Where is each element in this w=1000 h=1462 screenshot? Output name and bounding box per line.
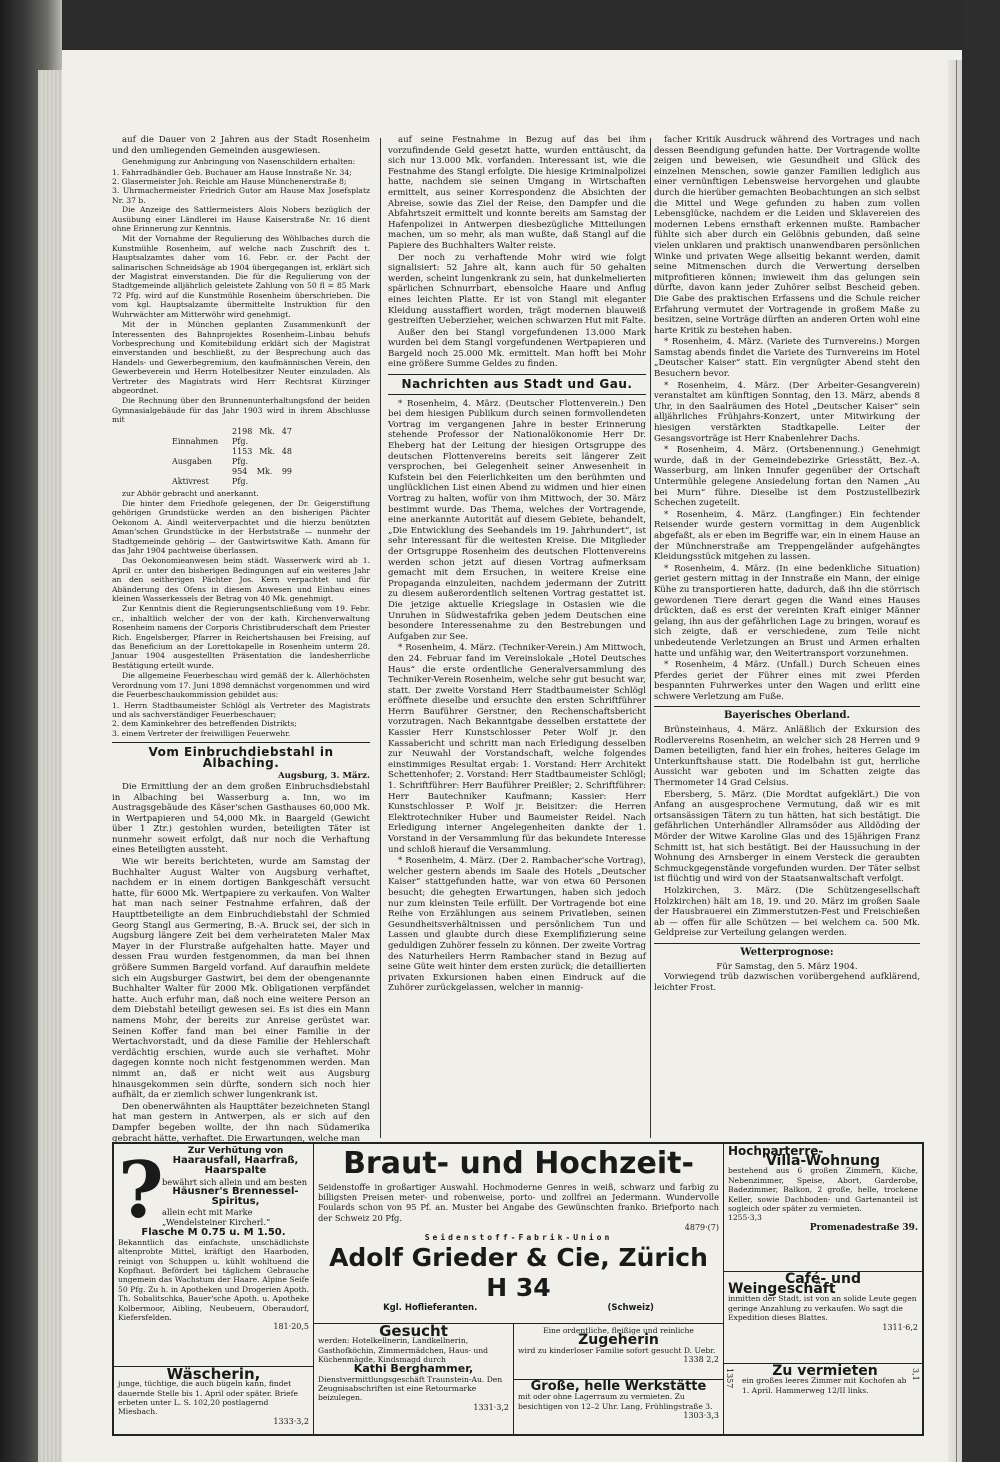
paragraph: zur Abhör gebracht und anerkannt. bbox=[122, 488, 259, 498]
company-name: Adolf Grieder & Cie, Zürich H 34 bbox=[329, 1243, 708, 1303]
paragraph: * Rosenheim, 4. März. (Der Arbeiter-Gesangverein) veranstaltet am künftigen Sonntag, den 13. März, abends 8 Uhr, in den Saalräumen des Hotel „Deutscher Kaiser“ sein alljährliches Frühjahrs-Konzert, unter Mitwirkung der hiesigen verstärkten Stadtkapelle. Leiter der Gesangsvorträge ist Herr Knabenlehrer Dachs. bbox=[654, 380, 920, 444]
weather-heading: Wetterprognose: bbox=[740, 946, 834, 958]
intro-text: auf die Dauer von 2 Jahren aus der Stadt Rosenheim und den umliegenden Gemeinden ausgewiesen. bbox=[112, 135, 370, 156]
ad-title: Zugeherin bbox=[578, 1332, 659, 1349]
signs-heading: Genehmigung zur Anbringung von Nasenschildern erhalten: bbox=[122, 157, 356, 167]
table-label: Aktivrest bbox=[172, 476, 209, 486]
paragraph: Die allgemeine Feuerbeschau wird gemäß der k. Allerhöchsten Verordnung vom 17. Juni 1898 demnächst vorgenommen und wird die Feuerbeschaukommission gebildet aus: bbox=[112, 671, 370, 700]
question-mark-icon: ? bbox=[118, 1145, 164, 1236]
paragraph: Die hinter dem Friedhofe gelegenen, der Dr. Geigerstiftung gehörigen Grundstücke werden an den bisherigen Pächter Oekonom A. Aindl weiterverpachtet und die hierzu benützten Aman'schen Grundstücke in der Herbststraße — nunmehr der Stadtgemeinde gehörig — der Gastwirtswitwe Kath. Amann für das Jahr 1904 pachtweise überlassen. bbox=[112, 498, 370, 555]
ad-title: Große, helle Werkstätte bbox=[530, 1379, 707, 1394]
agent-name: Kathi Berghammer, bbox=[353, 1362, 474, 1376]
ad-title: Zu vermieten bbox=[772, 1363, 878, 1379]
paragraph: Mit der in München geplanten Zusammenkunft der Interessenten des Bahnprojektes Rosenheim–Linbau behufs Vorbesprechung und Komitebildung erklärt sich der Magistrat einverstanden und beschließt, zu der Besprechung auch das Handels- und Gewerbegremium, den kaufmännischen Verein, den Gewerbeverein und Herrn Hotelbesitzer Neuter einzuladen. Als Vertreter des Magistrats wird Herr Rechtsrat Kürzinger abgeordnet. bbox=[112, 320, 370, 395]
ad-code: 4879·(7) bbox=[684, 1222, 719, 1232]
divider bbox=[654, 943, 920, 944]
paragraph: Die Ermittlung der an dem großen Einbruchsdiebstahl in Albaching bei Wasserburg a. Inn, wo im Austragsgebäude des Käser'schen Gasthauses 60,000 Mk. in Wertpapieren und 54,000 Mk. in Baargeld (Gewicht über 1 Ztr.) gestohlen wurden, beteiligten Täter ist nunmehr soweit erfolgt, daß nur noch die Verhaftung eines Beteiligten aussteht. bbox=[112, 781, 370, 856]
section-heading: Nachrichten aus Stadt und Gau. bbox=[401, 377, 633, 392]
ad-washerwoman bbox=[114, 1366, 314, 1434]
article-heading: Vom Einbruchdiebstahl in Albaching. bbox=[148, 745, 334, 770]
paragraph: Der noch zu verhaftende Mohr wird wie folgt signalisiert: 52 Jahre alt, kann auch für 50 gehalten werden, scheint lungenkrank zu sein, hat dunkelmelierten spärlichen Schnurrbart, ebensolche Haare und Anflug eines leichten Platte. Er ist von Stangl mit eleganter Kleidung ausstaffiert worden, trägt modernen blauweiß gestreiften Ueberzieher, weichen schwarzen Hut mit Falte. bbox=[388, 252, 646, 327]
paragraph: Zur Kenntnis dient die Regierungsentschließung vom 19. Febr. cr., inhaltlich welcher der von der kath. Kirchenverwaltung Rosenheim namens der Corporis Christibruderschaft dem Priester Rich. Engelsberger, Pfarrer in Reichertshausen bei Freising, auf das Beneficium an der Lorettokapelle in Rosenheim unterm 28. Januar 1904 ausgestellten Präsentation die landesherrliche Bestätigung erteilt wurde. bbox=[112, 604, 370, 670]
table-row bbox=[172, 447, 370, 467]
ad-title: Braut- und Hochzeit- bbox=[343, 1146, 694, 1181]
paragraph: * Rosenheim, 4. März. (In eine bedenkliche Situation) geriet gestern mittag in der Innstraße ein Mann, der einige Kühe zu transportieren hatte, dadurch, daß ihn die störrisch gewordenen Tiere derart gegen die Wand eines Hauses drückten, daß es erst der vereinten Kraft einiger Männer gelang, ihn aus der gefährlichen Lage zu bringen, worauf es sich zeigte, daß er verschiedene, zum Teile nicht unbedeutende Verletzungen an Brust und Armen erhalten hatte und unfähig war, den Weitertransport vorzunehmen. bbox=[654, 563, 920, 659]
table-value: 954 Mk. 99 Pfg. bbox=[232, 466, 292, 486]
ad-title: Gesucht bbox=[379, 1322, 448, 1340]
ad-code: 1338 2,2 bbox=[683, 1355, 719, 1365]
ad-text: ein großes leeres Zimmer mit Kochofen ab 1. April. Hammerweg 12/II links. bbox=[742, 1376, 907, 1395]
ad-text: mit oder ohne Lagerraum zu vermieten. Zu besichtigen von 12–2 Uhr. Lang, Frühlingstraße 3. bbox=[518, 1392, 713, 1411]
ad-text: bestehend aus 6 großen Zimmern, Küche, Nebenzimmer, Speise, Abort, Garderobe, Badezimmer, Balkon, 2 große, helle, trockene Keller, sowie Dachboden- und Gartenanteil ist sogleich oder später zu vermieten. bbox=[728, 1166, 918, 1214]
ad-title: Haarspalte bbox=[204, 1165, 267, 1177]
list-item: 2. Glasermeister Joh. Reichle am Hause Münchenerstraße 8; bbox=[112, 177, 347, 186]
ad-code: 1255·3,3 bbox=[728, 1213, 762, 1223]
ad-text: werden: Hotelkellnerin, Landkellnerin, Gasthofköchin, Zimmermädchen, Haus- und Küchenmägde, Kindsmagd durch bbox=[318, 1336, 489, 1365]
ad-title: Zur Verhütung von bbox=[187, 1146, 284, 1156]
ad-code: 1333·3,2 bbox=[273, 1416, 309, 1426]
commission-list bbox=[112, 701, 370, 739]
list-item: 3. Uhrmachermeister Friedrich Gutor am Hause Max Josefsplatz Nr. 37 b. bbox=[112, 186, 370, 205]
paragraph: Ebersberg, 5. März. (Die Mordtat aufgeklärt.) Die von Anfang an ausgesprochene Vermutung, daß wir es mit ortsansässigen Tätern zu tun hätten, hat sich bestätigt. Die gefährlichen Unterhändler Allramsöder aus Alldöding der Mörder der Witwe Karoline Glas und des 15jährigen Franz Schmitt ist, hat sich bestätigt. Bei der Haussuchung in der Wohnung des Arnsberger in einem Versteck die geraubten Schmuckgegenstände vorgefunden wurden. Der Täter selbst ist flüchtig und wird von der Staatsanwaltschaft verfolgt. bbox=[654, 789, 920, 885]
list-item: 1. Herrn Stadtbaumeister Schlögl als Vertreter des Magistrats und als sachverständiger Feuerbeschauer; bbox=[112, 700, 370, 719]
ad-bridal-silk bbox=[314, 1144, 724, 1324]
ad-text: Dienstvermittlungsgeschäft Traunstein-Au. Den Zeugnisabschriften ist eine Retourmarke beizulegen. bbox=[318, 1374, 503, 1403]
list-item: 1. Fahrradhändler Geb. Buchauer am Hause Innstraße Nr. 34; bbox=[112, 167, 352, 177]
ad-text: Bekanntlich das einfachste, unschädlichste altenprobte Mittel, kräftigt den Haarboden, reinigt von Schuppen u. kühlt wohltuend die Kopfhaut. Befördert bei täglichem Gebrauche ungemein das Wachstum der Haare. Alpine Seife 50 Pfg. Zu h. in Apotheken und Drogerien Apoth. Th. Sobalitschka, Bauer'sche Apoth. u. Apotheke Kolbermoor, Aibling, Neubeuern, Oberaudorf, Kiefersfelden. bbox=[118, 1237, 309, 1323]
ad-title: Weingeschäft bbox=[728, 1281, 836, 1298]
country-label: (Schweiz) bbox=[607, 1303, 654, 1314]
ad-text: wird zu kinderloser Familie sofort gesucht D. Uebr. bbox=[518, 1345, 716, 1355]
section-heading: Bayerisches Oberland. bbox=[724, 710, 850, 722]
side-number: 3,1 bbox=[911, 1368, 920, 1381]
newspaper-page bbox=[62, 50, 962, 1462]
paragraph: * Rosenheim, 4. März. (Variete des Turnvereins.) Morgen Samstag abends findet die Variete des Turnvereins im Hotel „Deutscher Kaiser“ statt. Ein vergnügter Abend steht den Besuchern bevor. bbox=[654, 337, 920, 380]
ad-text: bewährt sich allein und am besten bbox=[162, 1176, 308, 1187]
ad-code: 1311·6,2 bbox=[882, 1322, 918, 1332]
scan-line bbox=[956, 60, 957, 1462]
paragraph: Brünsteinhaus, 4. März. Anläßlich der Exkursion des Rodlervereins Rosenheim, an welcher sich 28 Herren und 9 Damen beteiligten, fand hier ein frohes, heiteres Gelage im Unterkunftshause statt. Die Rodelbahn ist gut, herrliche Aussicht war geboten und im Schatten zeigte das Thermometer 14 Grad Celsius. bbox=[654, 725, 920, 789]
paragraph: Wie wir bereits berichteten, wurde am Samstag der Buchhalter August Walter von Augsburg verhaftet, nachdem er in einem dortigen Bankgeschäft versucht hatte, für 6000 Mk. Wertpapiere zu verkaufen. Von Walter hat man nach seiner Festnahme erfahren, daß der Haupttbeteiligte an dem Einbruchdiebstahl der Schmied Georg Stangl aus Germering, B.-A. Bruck sei, der sich in Augsburg längere Zeit bei dem verheirateten Maler Max Mayer in der Flurstraße aufgehalten hatte. Mayer und dessen Frau wurden festgenommen, da man bei ihnen größere Summen Bargeld vorfand. Auf daraufhin meldete sich ein Augsburger Gastwirt, bei dem der obengenannte Buchhalter Walter für 2000 Mk. Obligationen verpfändet hatte. Auch erfuhr man, daß noch eine weitere Person an dem Diebstahl beteiligt gewesen sei. Es ist dies ein Mann namens Mohr, der bereits zur Anreise gerüstet war. Seinen Koffer fand man bei einer Familie in der Wertachvorstadt, und da diese Familie der Hehlerschaft verdächtig erschien, wurde auch sie verhaftet. Mohr dagegen konnte noch nicht festgenommen werden. Man nimmt an, daß er nicht weit aus Augsburg hinausgekommen sein dürfte, sondern sich noch hier aufhält, da er ziemlich schwer lungenkrank ist. bbox=[112, 857, 370, 1101]
ad-code: 181·20,5 bbox=[273, 1322, 309, 1332]
paragraph: * Rosenheim, 4. März. (Techniker-Verein.) Am Mittwoch, den 24. Februar fand im Vereinslokale „Hotel Deutsches Haus“ die erste ordentliche Generalversammlung des Techniker-Verein Rosenheim, welche sehr gut besucht war, statt. Der zweite Vorstand Herr Stadtbaumeister Schlögl eröffnete dieselbe und ersuchte den ersten Schriftführer Herrn Bauführer Gerstner, den Rechenschaftsbericht vorzutragen. Nach Bekanntgabe desselben erstattete der Kassier Herr Kunstschlosser Peter Wolf jr. den Kassabericht und schritt man nach Erledigung desselben zur Neuwahl der Vorstandschaft, welche folgendes einstimmiges Resultat ergab: 1. Vorstand: Herr Architekt Schettenhofer; 2. Vorstand: Herr Stadtbaumeister Schlögl; 1. Schriftführer: Herr Bauführer Preißler; 2. Schriftführer: Herr Bautechniker Kaufmann; Kassier: Herr Kunstschlosser P. Wolf jr. Beisitzer: die Herren Elektrotechniker Huber und Baumeister Reidel. Nach Erledigung interner Angelegenheiten dankte der 1. Vorstand in der Versammlung für das bekundete Interesse und schloß hierauf die Versammlung. bbox=[388, 643, 646, 855]
paragraph: Die Rechnung über den Brunnenunterhaltungsfond der beiden Gymnasialgebäude für das Jahr 1903 wird in ihrem Abschlusse mit bbox=[112, 396, 370, 425]
signs-list bbox=[112, 168, 370, 206]
purveyor-label: Kgl. Hoflieferanten. bbox=[383, 1303, 478, 1314]
page-right-margin bbox=[948, 60, 962, 1462]
union-name: Seidenstoff-Fabrik-Union bbox=[424, 1233, 613, 1243]
ad-text: Seidenstoffe in großartiger Auswahl. Hochmoderne Genres in weiß, schwarz und farbig zu billigsten Preisen meter- und robenweise, porto- und zollfrei an Jedermann. Wundervolle Foulards schon von 95 Pf. an. Muster bei Angabe des Gewünschten franko. Briefporto nach der Schweiz 20 Pfg. bbox=[318, 1182, 719, 1223]
ad-title: Villa-Wohnung bbox=[765, 1153, 881, 1170]
ad-wanted-staff bbox=[314, 1324, 514, 1434]
list-item: 3. einem Vertreter der freiwilligen Feuerwehr. bbox=[112, 728, 291, 738]
paragraph: auf seine Festnahme in Bezug auf das bei ihm vorzufindende Geld gesetzt hatte, wurden enttäuscht, da sich nur 13.000 Mk. vorfanden. Interessant ist, wie die Festnahme des Stangl erfolgte. Die hiesige Kriminalpolizei hatte, nachdem sie seinen Umgang in Wirtschaften ermittelt, aus seiner Korrespondenz die Absichten der Abreise, sowie das Ziel der Reise, den Dampfer und die Abfahrtszeit ermittelt und konnte bereits am Samstag der Hafenpolizei in Antwerpen diesbezügliche Mitteilungen machen, um so mehr, als man wußte, daß Stangl auf die Papiere des Buchhalters Walter reiste. bbox=[388, 135, 646, 251]
paragraph: * Rosenheim, 4. März. (Langfinger.) Ein fechtender Reisender wurde gestern vormittag in dem Augenblick abgefaßt, als er eben im Begriffe war, ein in einem Hause an der Münchnerstraße am Treppengeländer aufgehängtes Kleidungsstück mitgehen zu lassen. bbox=[654, 509, 920, 563]
account-table bbox=[172, 427, 370, 487]
ad-address: Promenadestraße 39. bbox=[809, 1222, 918, 1233]
scan-background-right bbox=[962, 0, 1000, 1462]
column-3 bbox=[654, 135, 920, 994]
list-item: 2. dem Kaminkehrer des betreffenden Distrikts; bbox=[112, 719, 297, 729]
ad-room-rent bbox=[724, 1364, 922, 1434]
ad-title: Wäscherin, bbox=[166, 1365, 261, 1383]
ad-title: Haarausfall, Haarfraß, bbox=[172, 1155, 299, 1167]
ad-text: inmitten der Stadt, ist von an solide Leute gegen geringe Anzahlung zu verkaufen. Wo sagt die Expedition dieses Blattes. bbox=[728, 1294, 917, 1323]
paragraph: * Rosenheim, 4. März. (Deutscher Flottenverein.) Den bei dem hiesigen Publikum durch seinen formvollendeten Vortrag im vergangenen Jahre in bester Erinnerung stehende Professor der Nationalökonomie Herr Dr. Eheberg hat der Leitung der hiesigen Ortsgruppe des deutschen Flottenvereins bereits seit längerer Zeit versprochen, bei Gelegenheit seiner Anwesenheit in Kufstein bei den Feierlichkeiten um den berühmten und unglücklichen List einen Abend zu widmen und hier einen Vortrag zu halten, wofür von ihm Mittwoch, der 30. März bestimmt wurde. Das Thema, welches der Vortragende, eine anerkannte Autorität auf diesem Gebiete, behandelt, „Die Entwicklung des Seehandels im 19. Jahrhundert“, ist sehr interessant für die weitesten Kreise. Die Mitglieder der Ortsgruppe Rosenheim des deutschen Flottenvereins werden schon jetzt auf diesen Vortrag aufmerksam gemacht mit dem Ersuchen, in weitere Kreise eine Propaganda einzuleiten, nachdem jedermann der Zutritt zu diesem außerordentlich seltenen Vortrag gestattet ist. Die jetzige aktuelle Kriegslage in Ostasien wie die Unruhen in Südwestafrika geben jedem Deutschen eine besondere Interessenahme zu den Bestrebungen und Aufgaben zur See. bbox=[388, 398, 646, 642]
paragraph: Das Oekonomieanwesen beim städt. Wasserwerk wird ab 1. April cr. unter den bisherigen Bedingungen auf ein weiteres Jahr an den seitherigen Pächter Jos. Kern verpachtet und für Abänderung des Ofens in diesem Anwesen und Einbau eines kleinen Wasserkessels der Betrag von 40 Mk. genehmigt. bbox=[112, 556, 370, 604]
product-name: Häusner's Brennessel-Spiritus, bbox=[172, 1185, 299, 1208]
weather-date: Für Samstag, den 5. März 1904. bbox=[716, 961, 858, 972]
divider bbox=[388, 374, 646, 375]
divider bbox=[654, 706, 920, 707]
ad-text: allein echt mit Marke „Wendelsteiner Kircherl.“ bbox=[162, 1207, 271, 1228]
ad-villa-apartment bbox=[724, 1144, 922, 1272]
ad-title: Café- und bbox=[785, 1271, 861, 1287]
weather-forecast: Vorwiegend trüb dazwischen vorübergehend aufklärend, leichter Frost. bbox=[654, 972, 920, 993]
divider bbox=[388, 394, 646, 395]
column-1 bbox=[112, 135, 370, 1145]
ad-text: junge, tüchtige, die auch bügeln kann, findet dauernde Stelle bis 1. April oder später. Briefe erbeten unter L. S. 102,20 postlagernd Miesbach. bbox=[118, 1379, 298, 1417]
ad-workshop bbox=[514, 1380, 724, 1434]
ad-text: Eine ordentliche, fleißige und reinliche bbox=[543, 1326, 694, 1335]
table-row bbox=[172, 467, 370, 487]
ad-cafe bbox=[724, 1272, 922, 1364]
table-row bbox=[172, 427, 370, 447]
table-label: Einnahmen bbox=[172, 436, 219, 446]
paragraph: * Rosenheim, 4. März. (Der 2. Rambacher'sche Vortrag), welcher gestern abends im Saale des Hotels „Deutscher Kaiser“ stattgefunden hatte, war von etwa 60 Personen besucht; die gehegten Erwartungen, haben sich jedoch nur zum kleinsten Teile erfüllt. Der Vortragende bot eine Reihe von Erzählungen aus seinem Privatleben, seinen Gesundheitsverhältnissen und persönlichem Tun und Lassen und glaubte durch diese Exemplifizierung seine geduldigen Zuhörer fesseln zu können. Der zweite Vortrag des Naturheilers Herrn Rambacher stand in Bezug auf seine Güte weit hinter dem ersten zurück; die detaillierten privaten Exkursionen haben einen Eindruck auf die Zuhörer zurückgelassen, welcher in mannig- bbox=[388, 856, 646, 994]
paragraph: Holzkirchen, 3. März. (Die Schützengesellschaft Holzkirchen) hält am 18, 19. und 20. März im großen Saale der Hausbrauerei ein Zimmerstutzen-Fest und Freischießen ab — offen für alle Schützen — bei welchem ca. 500 Mk. Geldpreise zur Verteilung gelangen werden. bbox=[654, 885, 920, 939]
ad-hair-tonic bbox=[114, 1144, 314, 1366]
dateline: Augsburg, 3. März. bbox=[278, 771, 370, 782]
paragraph: * Rosenheim, 4 März. (Unfall.) Durch Scheuen eines Pferdes geriet der Führer eines mit zwei Pferden bespannten Fuhrwerkes unter den Wagen und erlitt eine schwere Verletzung am Fuße. bbox=[654, 660, 920, 702]
ad-helper bbox=[514, 1324, 724, 1380]
paragraph: facher Kritik Ausdruck während des Vortrages und nach dessen Beendigung gefunden hatte. Der Vortragende wollte zeigen und beweisen, wie Gesundheit und Glück des einzelnen Menschen, sowie ganzer Familien lediglich aus einer vernünftigen Lebensweise hervorgehen und glaubte durch die hierüber gemachten Beobachtungen an sich selbst die Mittel und Wege gefunden zu haben zum vollen Lebensglücke, nachdem er die Leiden und Sklavereien des modernen Lebens ernsthaft erkennen mußte. Rambacher fühlte sich aber durch ein Gelöbnis gebunden, daß seine vielen unklaren und praktisch unanwendbaren persönlichen Winke und privaten Wege allseitig bekannt werden, damit seine Mitmenschen durch die Verwertung derselben mitprofitieren können; inwieweit ihm das gelungen sein dürfte, davon kann jeder Zuhörer selbst Bescheid geben. Die Gabe des praktischen Erfassens und die Schule reicher Erfahrung vermutet der Vortragende in großem Maße zu besitzen, seine Vorträge dürften an anderen Orten wohl eine harte Kritik zu bestehen haben. bbox=[654, 135, 920, 336]
ad-title: Hochparterre- bbox=[728, 1144, 824, 1158]
paragraph: Mit der Vornahme der Regulierung des Wöhlbaches durch die Kunstmühle Rosenheim, auf welche nach Zuschrift des t. Hauptsalzamtes daher vom 16. Febr. cr. der Pacht der salinarischen Schneidsäge ab 1904 übergegangen ist, erklärt sich der Magistrat einverstanden. Die für die Regulierung von der Stadtgemeinde alljährlich geleistete Zahlung von 50 fl = 85 Mark 72 Pfg. wird auf die Kunstmühle Rosenheim überschrieben. Die vom kgl. Hauptsalzamte übermittelte Instruktion für den Wuhrwächter am Mitterwöhr wird genehmigt. bbox=[112, 234, 370, 319]
table-label: Ausgaben bbox=[172, 456, 212, 466]
paragraph: Den obenerwähnten als Haupttäter bezeichneten Stangl hat man gestern in Antwerpen, als er sich auf den Dampfer begeben wollte, der ihn nach Südamerika gebracht hätte, verhaftet. Die Erwartungen, welche man bbox=[112, 1101, 370, 1144]
column-2 bbox=[388, 135, 646, 995]
side-number: 1357 bbox=[725, 1368, 734, 1389]
table-value: 2198 Mk. 47 Pfg. bbox=[232, 426, 292, 446]
table-value: 1153 Mk. 48 Pfg. bbox=[232, 446, 292, 466]
ad-code: 1331·3,2 bbox=[473, 1402, 509, 1412]
column-rule bbox=[650, 138, 651, 1138]
column-rule bbox=[380, 138, 381, 1138]
ad-code: 1303·3,3 bbox=[683, 1411, 719, 1421]
paragraph: Außer den bei Stangl vorgefundenen 13.000 Mark wurden bei dem Stangl vorgefundenen Wertpapieren und Bargeld noch 25.000 Mk. ermittelt. Man hofft bei Mohr eine größere Summe Geldes zu finden. bbox=[388, 327, 646, 370]
paragraph: Die Anzeige des Sattlermeisters Alois Nobers bezüglich der Ausübung einer Ländlerei im Hause Kaiserstraße Nr. 16 dient ohne Erinnerung zur Kenntnis. bbox=[112, 205, 370, 234]
advertisement-section bbox=[112, 1142, 924, 1436]
price: Flasche M 0.75 u. M 1.50. bbox=[141, 1226, 286, 1238]
paragraph: * Rosenheim, 4. März. (Ortsbenennung.) Genehmigt wurde, daß in der Gemeindebezirke Griesstätt, Bez.-A. Wasserburg, am linken Innufer gegenüber der Ortschaft Untermühle gelegene Ansiedelung fortan den Namen „Au bei Murn“ führe. Dieselbe ist dem Postzustellbezirk Schechen zugeteilt. bbox=[654, 445, 920, 509]
divider bbox=[112, 742, 370, 743]
